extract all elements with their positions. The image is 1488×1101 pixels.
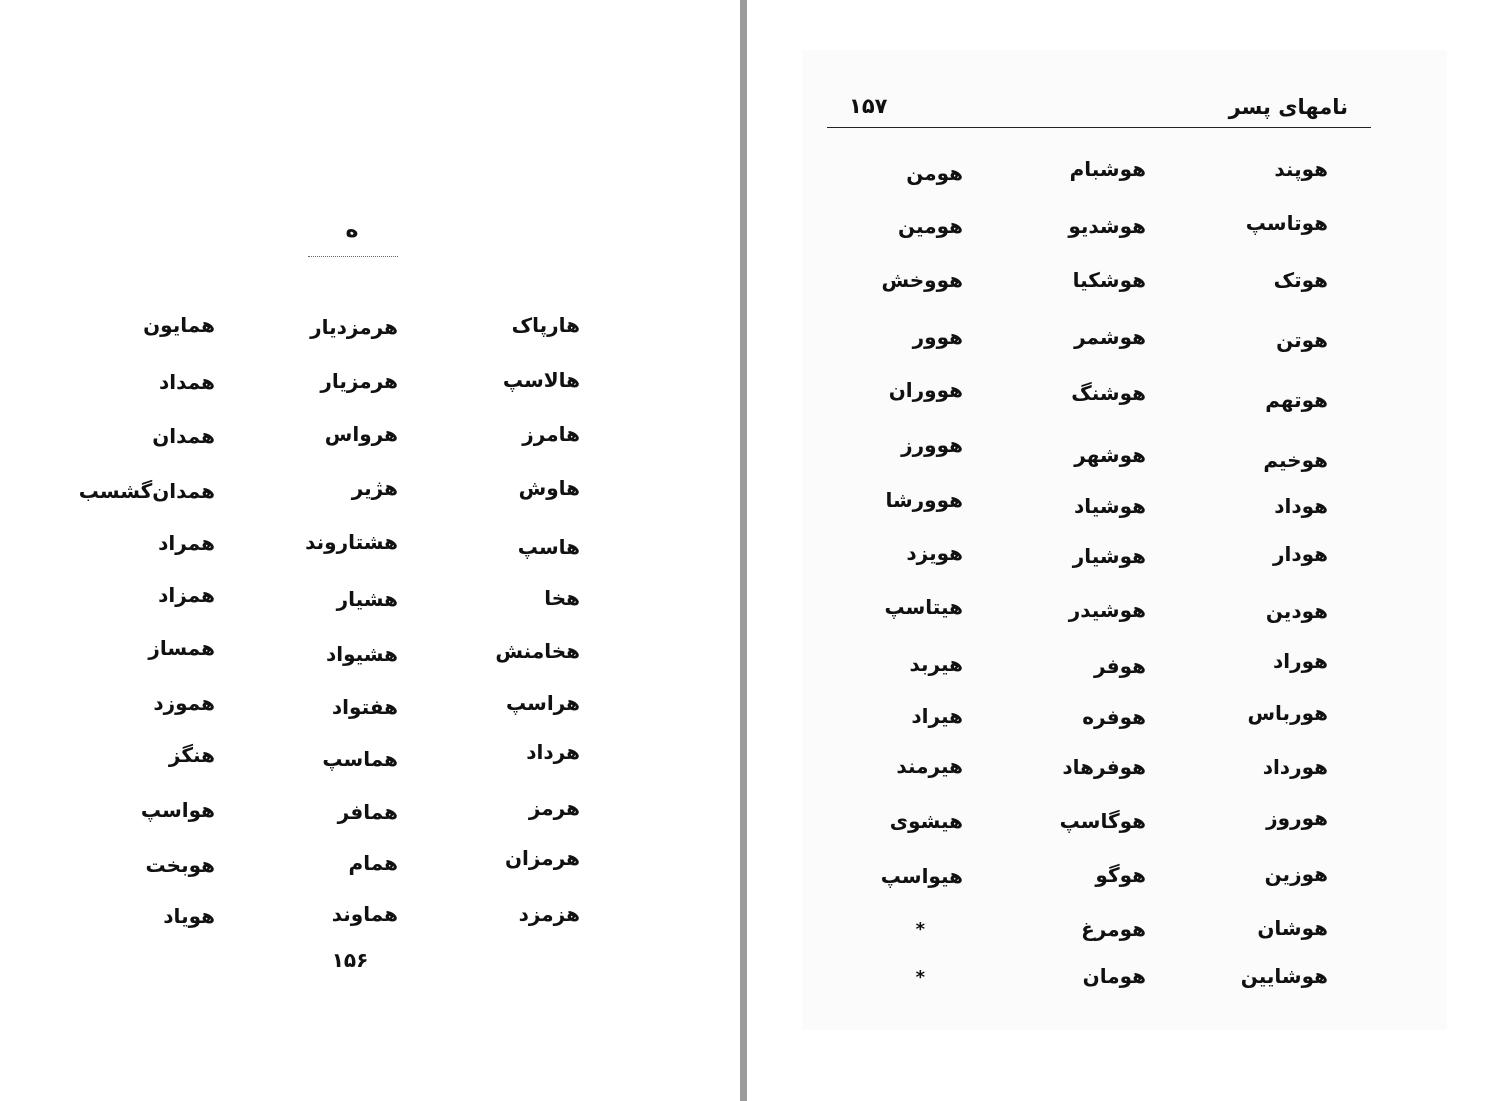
name-entry: هورداد (1262, 755, 1328, 779)
name-entry: هوتاسپ (1245, 211, 1328, 235)
name-entry: هودار (1272, 542, 1328, 566)
name-entry: همافر (337, 800, 398, 824)
name-entry: هیراد (911, 704, 963, 728)
name-entry: هوراد (1272, 649, 1328, 673)
name-entry: همداد (159, 370, 215, 394)
name-entry: هوتک (1273, 268, 1328, 292)
name-entry: هوروز (1266, 806, 1328, 830)
name-entry: هنگز (168, 743, 215, 767)
book-gutter (740, 0, 747, 1101)
name-entry: هودین (1265, 599, 1328, 623)
name-entry: همدان‌گشسب (78, 479, 215, 503)
name-entry: هواسپ (140, 798, 215, 822)
name-entry: هوپند (1274, 157, 1328, 181)
name-entry: هرمزدیار (310, 315, 398, 339)
name-entry: هورباس (1247, 701, 1328, 725)
name-entry: هرمزیار (320, 369, 398, 393)
name-entry: همساز (148, 636, 215, 660)
name-entry: هویزد (906, 541, 963, 565)
name-entry: هومین (898, 214, 963, 238)
name-entry: هارپاک (511, 313, 580, 337)
name-entry: هوشکیا (1072, 268, 1146, 292)
name-entry: هژیر (351, 476, 398, 500)
name-entry: همراد (158, 531, 215, 555)
name-entry: هیشوی (889, 809, 963, 833)
name-entry: همایون (143, 313, 215, 337)
name-entry: هووران (888, 378, 963, 402)
name-entry: هرمزان (504, 846, 580, 870)
name-entry: هامرز (522, 422, 580, 446)
name-entry: همزاد (158, 583, 215, 607)
name-entry: هوفره (1082, 705, 1146, 729)
name-entry: هویاد (163, 904, 215, 928)
name-entry: هووخش (881, 268, 963, 292)
name-entry: هوشنگ (1071, 381, 1146, 405)
name-entry: هوشهر (1074, 443, 1146, 467)
name-entry: هرداد (526, 740, 580, 764)
name-entry: هوگاسپ (1059, 809, 1146, 833)
name-entry: هومرغ (1081, 917, 1146, 941)
page-number: ۱۵۶ (331, 948, 369, 972)
name-entry: هیرمند (896, 754, 963, 778)
name-entry: هوداد (1274, 494, 1328, 518)
name-entry: هوشدیو (1068, 214, 1146, 238)
name-entry: هشیار (336, 587, 398, 611)
name-entry: هشیواد (325, 642, 398, 666)
name-entry: هخامنش (495, 639, 580, 663)
name-entry: هموزد (153, 691, 215, 715)
name-entry: هوورشا (885, 488, 963, 512)
name-entry: هوشیار (1072, 544, 1146, 568)
section-letter: ه (345, 218, 359, 243)
name-entry: هیربد (909, 652, 963, 676)
name-entry: همام (348, 851, 398, 875)
name-entry: هوشبام (1069, 157, 1146, 181)
name-entry: هاسپ (517, 535, 580, 559)
name-entry: هماوند (331, 902, 398, 926)
name-entry: هیواسپ (880, 864, 963, 888)
header-rule (827, 127, 1371, 128)
name-entry: هیتاسپ (884, 595, 963, 619)
name-entry: هوبخت (145, 853, 215, 877)
name-entry: هوورز (901, 433, 963, 457)
running-header-title: نامهای پسر (1228, 95, 1348, 119)
name-entry: هومن (906, 161, 963, 185)
section-divider (308, 256, 398, 257)
name-entry: هفتواد (331, 695, 398, 719)
name-entry: هزمزد (518, 902, 580, 926)
name-entry: هوشیدر (1068, 598, 1146, 622)
name-entry: هوخیم (1263, 448, 1328, 472)
name-entry: هومان (1082, 964, 1146, 988)
name-entry: هرمز (528, 796, 580, 820)
page-number: ۱۵۷ (849, 94, 888, 118)
name-entry: هوشیاد (1073, 494, 1146, 518)
name-entry: هوور (912, 325, 963, 349)
name-entry: هوفرهاد (1062, 755, 1146, 779)
name-entry: هوتهم (1265, 388, 1328, 412)
left-page (0, 0, 740, 1101)
name-entry: هالاسپ (502, 368, 580, 392)
name-entry: هوشان (1257, 916, 1328, 940)
name-entry: هشتاروند (305, 530, 398, 554)
name-entry: هراسپ (505, 691, 580, 715)
name-entry: هوزین (1264, 862, 1328, 886)
name-entry: هوتن (1276, 328, 1328, 352)
star-marker: * (915, 967, 925, 988)
right-page (747, 0, 1488, 1101)
name-entry: هوشایین (1240, 964, 1328, 988)
name-entry: هخا (544, 586, 580, 610)
name-entry: همدان (152, 424, 215, 448)
name-entry: هوفر (1094, 654, 1146, 678)
name-entry: هاوش (518, 476, 580, 500)
name-entry: هرواس (324, 422, 398, 446)
star-marker: * (915, 919, 925, 940)
name-entry: هماسپ (322, 747, 398, 771)
name-entry: هوگو (1095, 863, 1146, 887)
name-entry: هوشمر (1074, 325, 1146, 349)
